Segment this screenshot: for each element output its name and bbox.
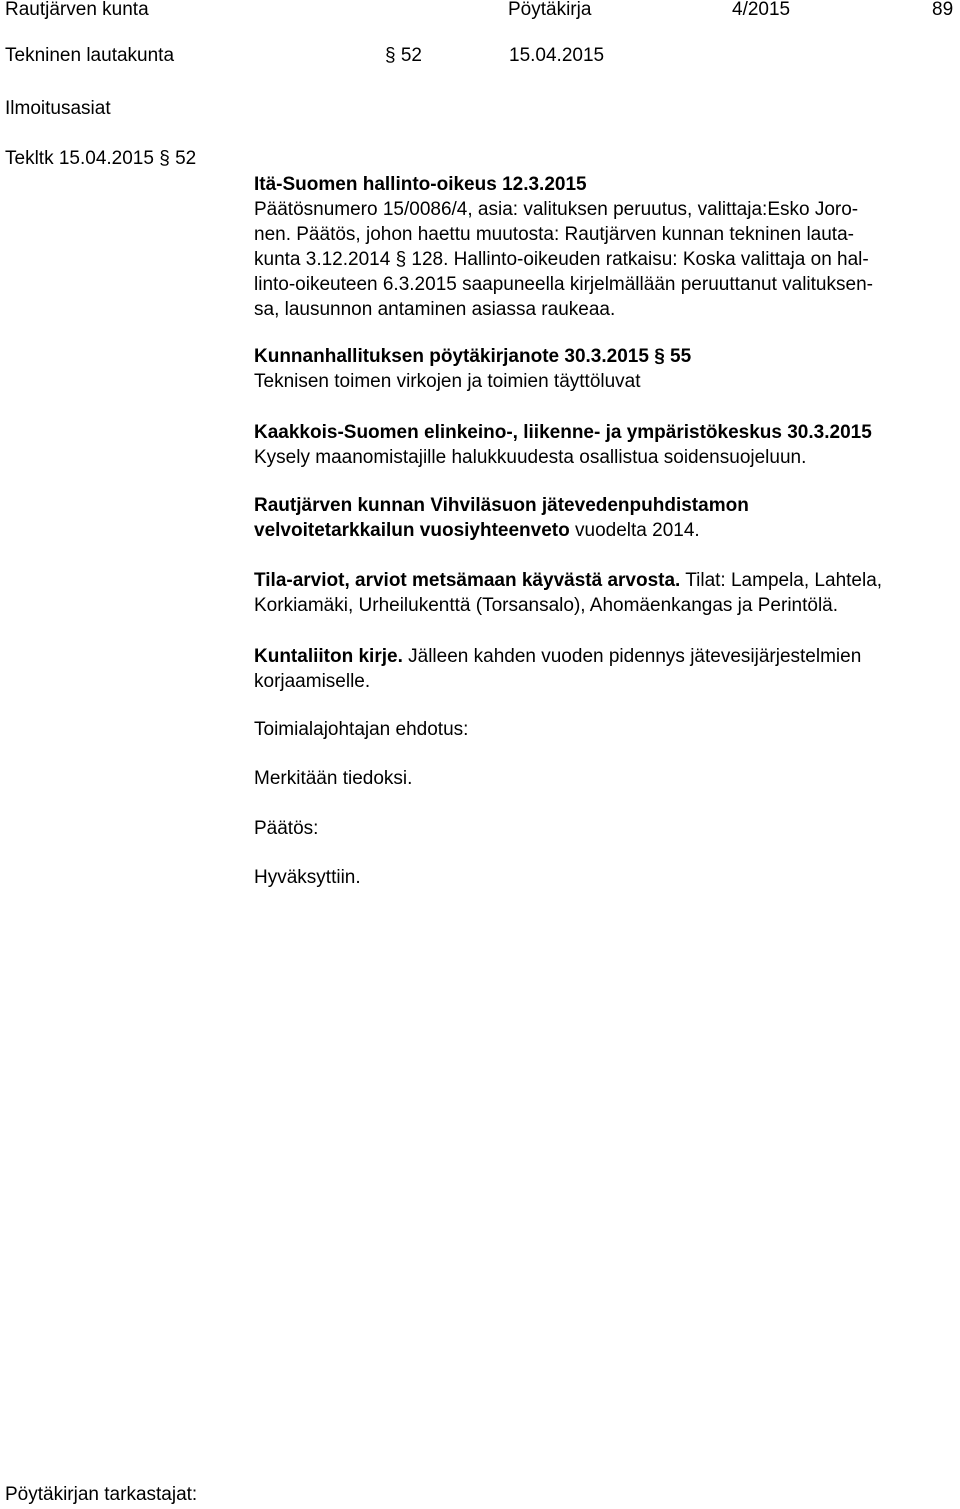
reviewers-label: Pöytäkirjan tarkastajat: [5,1484,198,1505]
item-heading-vihvilasuo-line2 [254,519,700,543]
item-heading-hallinto-oikeus: Itä-Suomen hallinto-oikeus 12.3.2015 [254,174,587,195]
section-number [385,45,422,67]
item-heading-vihvilasuo: Rautjärven kunnan Vihviläsuon jätevedenpuhdistamon [254,495,749,516]
item-heading-kuntaliitto: Kuntaliiton kirje. [254,646,403,667]
document-number: 4/2015 [732,0,791,20]
item-text-line: linto-oikeuteen 6.3.2015 saapuneella kirjelmällään peruuttanut valituksen- [254,274,873,295]
item-heading-kunnanhallitus: Kunnanhallituksen pöytäkirjanote 30.3.2015 § 55 [254,346,692,367]
item-text-ely: Kysely maanomistajille halukkuudesta osallistua soidensuojeluun. [254,447,807,468]
item-tila-arviot-line1 [254,569,882,593]
item-heading-tila-arviot: Tila-arviot, arviot metsämaan käyvästä arvosta. [254,570,681,591]
item-heading-vihvilasuo-bold: velvoitetarkkailun vuosiyhteenveto [254,520,570,541]
item-text-vihvilasuo: vuodelta 2014. [569,520,700,541]
item-heading-ely: Kaakkois-Suomen elinkeino-, liikenne- ja ympäristökeskus 30.3.2015 [254,422,872,443]
board-name: Tekninen lautakunta [5,45,175,66]
page-number: 89 [932,0,954,20]
document-type: Pöytäkirja [508,0,592,20]
item-text-kuntaliitto: Jälleen kahden vuoden pidennys jätevesijärjestelmien [402,646,862,667]
section-number-value: 52 [400,45,422,66]
decision-label: Päätös: [254,818,319,839]
decision-text: Hyväksyttiin. [254,867,361,888]
item-text-tila-arviot: Tilat: Lampela, Lahtela, [680,570,883,591]
item-text-line: sa, lausunnon antaminen asiassa raukeaa. [254,299,616,320]
proposal-text: Merkitään tiedoksi. [254,768,413,789]
item-kuntaliitto-line1 [254,645,861,669]
proposal-label: Toimialajohtajan ehdotus: [254,719,469,740]
section-reference [5,148,196,170]
meeting-date: 15.04.2015 [509,45,605,66]
item-text-kuntaliitto-line2: korjaamiselle. [254,671,371,692]
section-title: Ilmoitusasiat [5,98,111,119]
section-sign-icon: § [385,45,396,66]
section-reference-text: Tekltk 15.04.2015 § 52 [5,148,197,169]
item-text-line: nen. Päätös, johon haettu muutosta: Rautjärven kunnan tekninen lauta- [254,224,854,245]
item-text-kunnanhallitus: Teknisen toimen virkojen ja toimien täyttöluvat [254,371,641,392]
item-text-line: kunta 3.12.2014 § 128. Hallinto-oikeuden ratkaisu: Koska valittaja on hal- [254,249,869,270]
municipality-name: Rautjärven kunta [5,0,149,20]
item-text-tila-arviot-line2: Korkiamäki, Urheilukenttä (Torsansalo), Ahomäenkangas ja Perintölä. [254,595,839,616]
item-text-line: Päätösnumero 15/0086/4, asia: valituksen peruutus, valittaja:Esko Joro- [254,199,859,220]
